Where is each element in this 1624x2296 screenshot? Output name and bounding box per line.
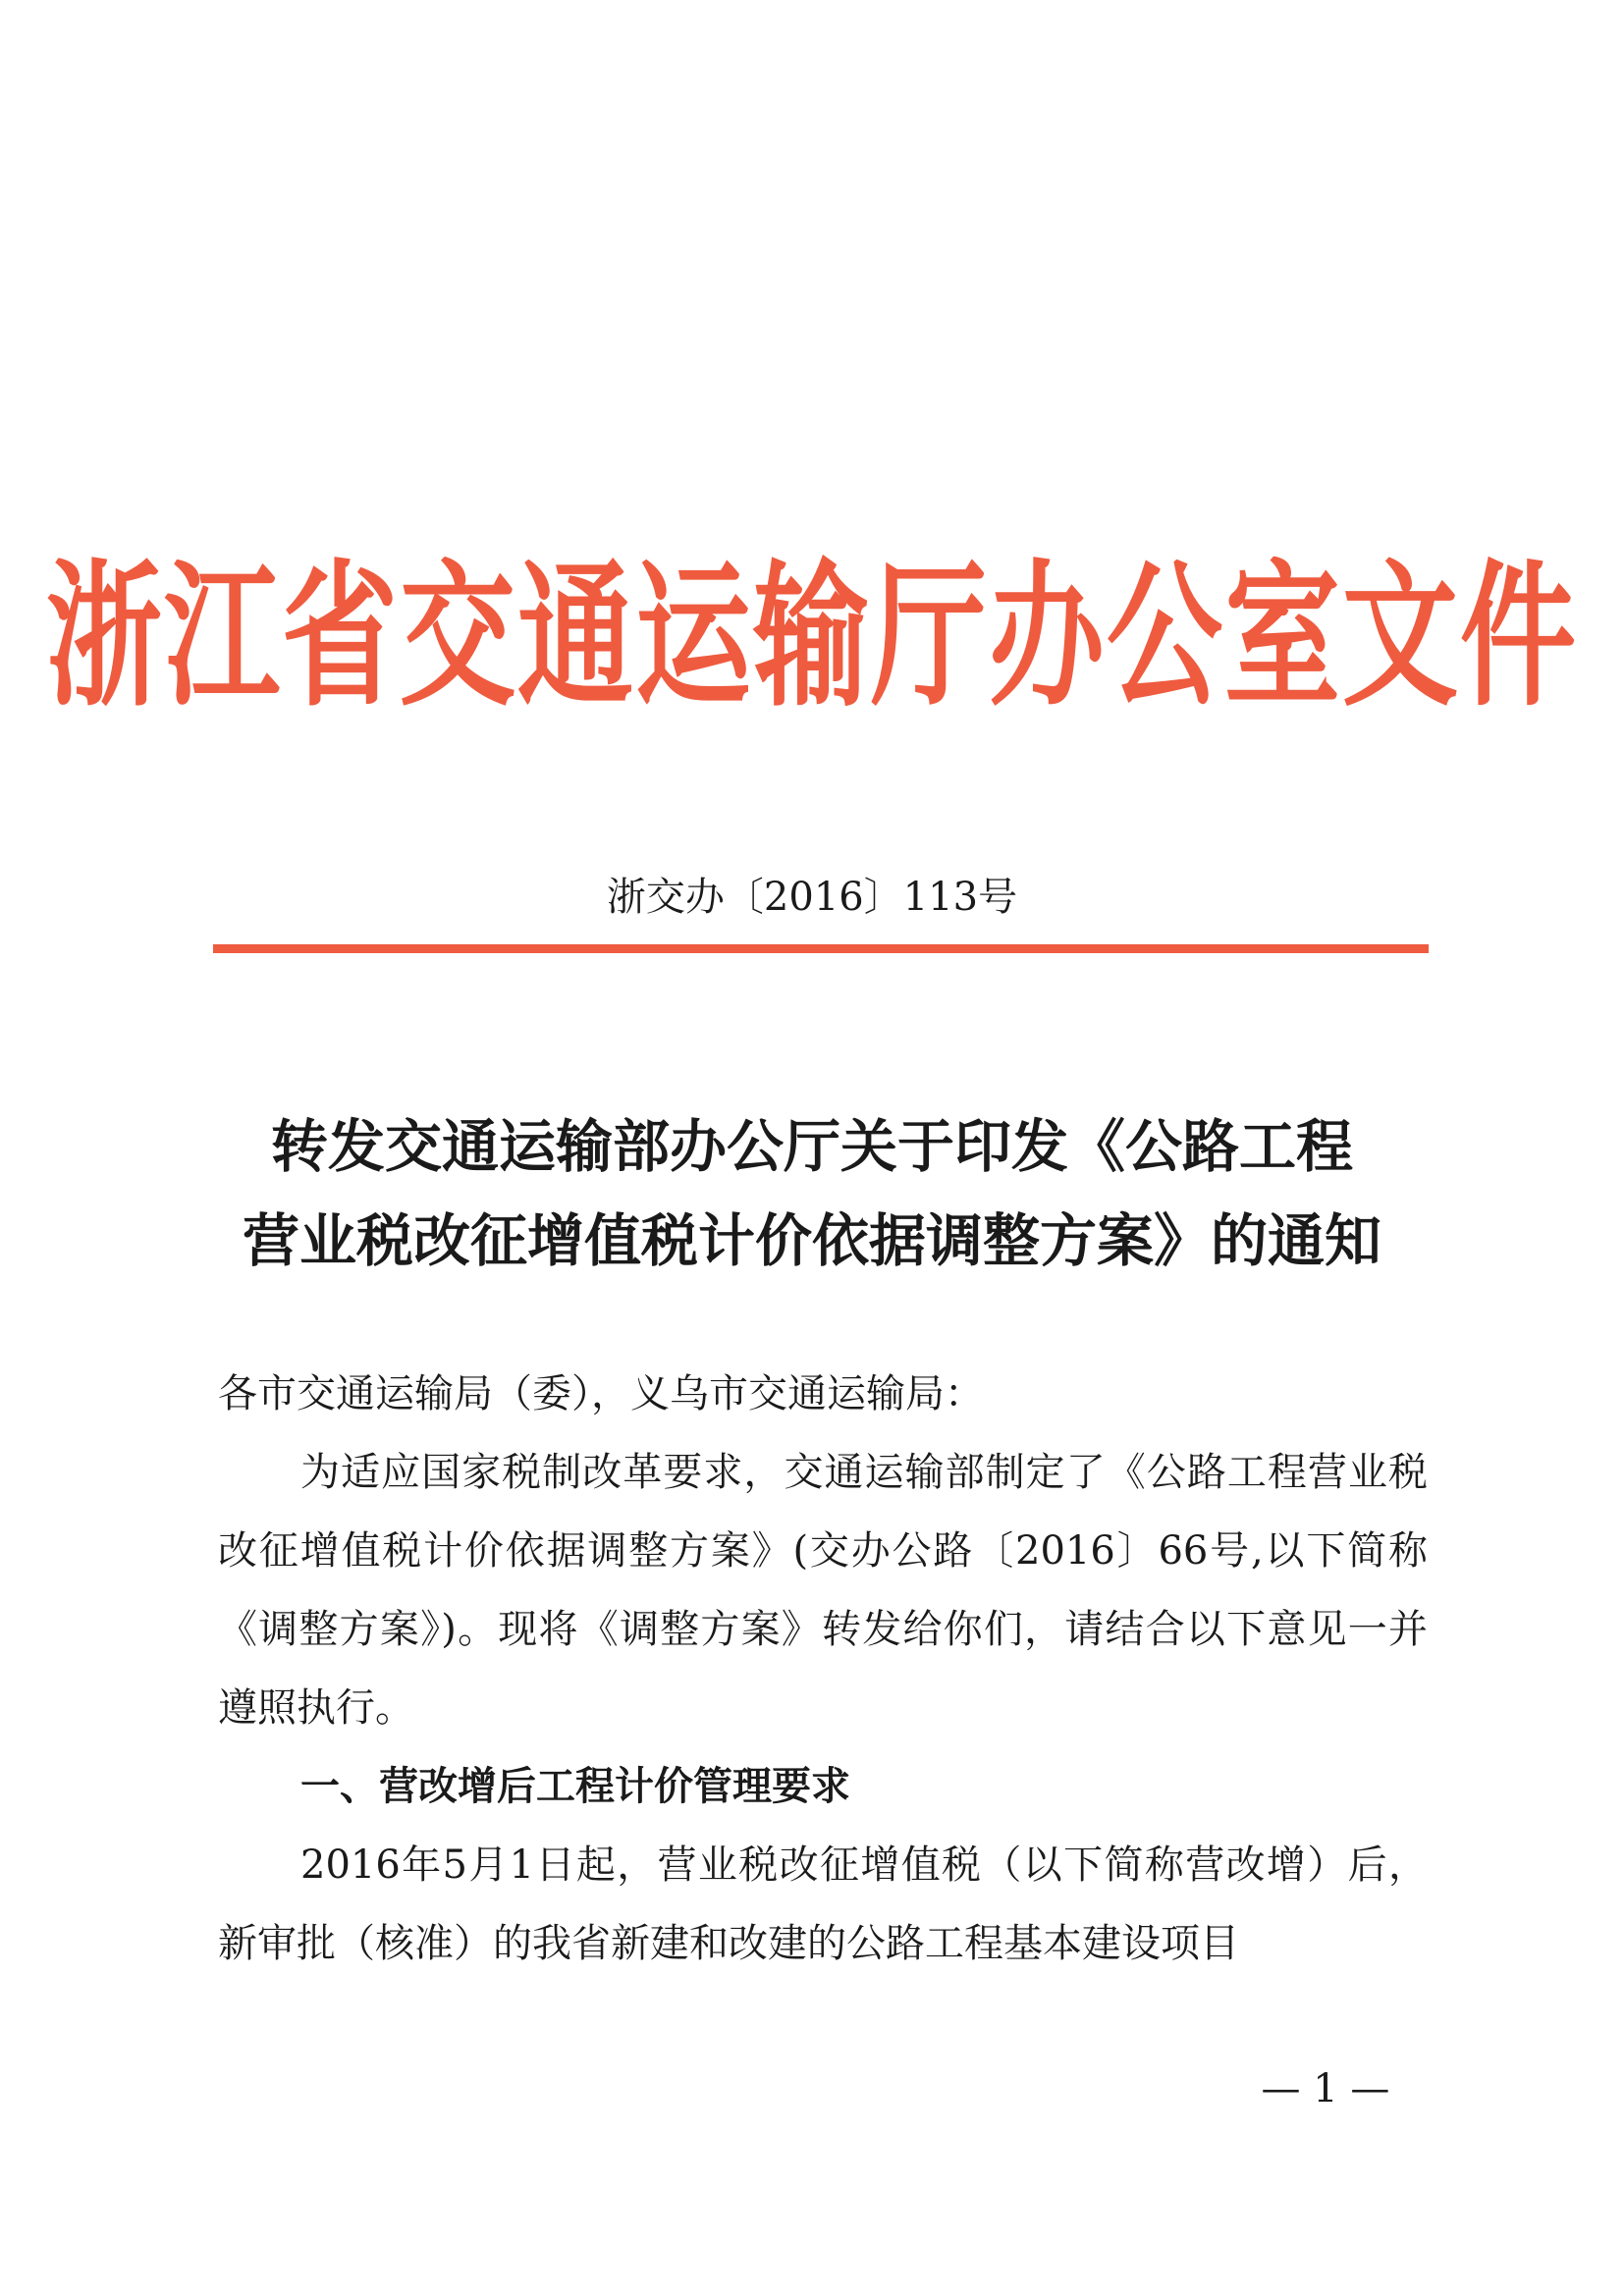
body-paragraph-2: 2016年5月1日起，营业税改征增值税（以下简称营改增）后，新审批（核准）的我省新建和改建的公路工程基本建设项目	[218, 1842, 1428, 1966]
title-line-2: 营业税改征增值税计价依据调整方案》的通知	[242, 1207, 1381, 1274]
document-masthead	[0, 538, 1624, 734]
page-number: — 1 —	[1261, 2066, 1390, 2111]
document-body	[218, 1355, 1428, 1983]
section-heading-1: 一、营改增后工程计价管理要求	[300, 1764, 850, 1809]
document-number: 浙交办〔2016〕113号	[606, 875, 1018, 920]
body-paragraph-1: 为适应国家税制改革要求，交通运输部制定了《公路工程营业税改征增值税计价依据调整方案》(交办公路〔2016〕66号,以下简称《调整方案》)。现将《调整方案》转发给你们，请结合以下意见一并遵照执行。	[218, 1450, 1428, 1731]
salutation: 各市交通运输局（委），义乌市交通运输局：	[218, 1371, 984, 1416]
red-divider-line	[213, 944, 1429, 953]
masthead-text: 浙江省交通运输厅办公室文件	[45, 544, 1578, 728]
title-line-1: 转发交通运输部办公厅关于印发《公路工程	[270, 1113, 1353, 1180]
document-title	[196, 1099, 1428, 1288]
